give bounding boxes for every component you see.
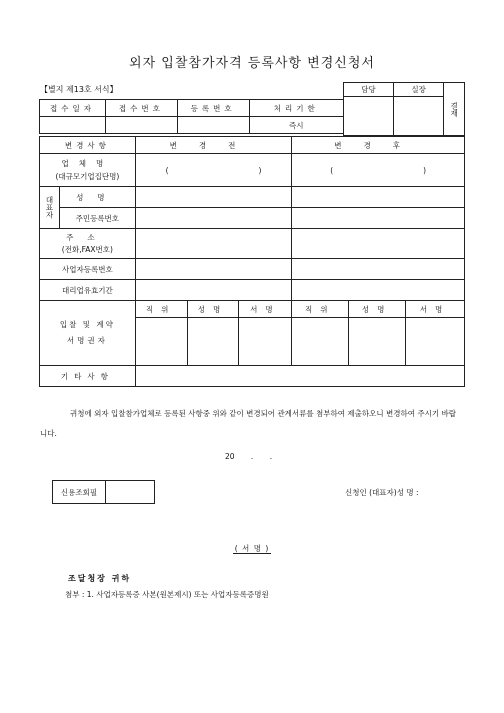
registration-number-value[interactable] xyxy=(177,117,249,134)
rep-name-before[interactable] xyxy=(135,187,292,208)
processing-deadline-label: 처리기한 xyxy=(249,100,343,117)
agent-period-label: 대리업유효기간 xyxy=(40,280,136,301)
business-reg-label: 사업자등록번호 xyxy=(40,259,136,280)
representative-label: 대표자 xyxy=(40,187,60,229)
applicant-name: 신청인 (대표자)성 명 : xyxy=(345,488,419,497)
approval-manager-label: 담당 xyxy=(344,83,394,97)
signers-label: 입찰 및 계약 서명권자 xyxy=(40,301,136,366)
statement-text: 귀청에 외자 입찰참가업체로 등록된 사항중 위와 같이 변경되어 관계서류를 첨부하여 제출하오니 변경하여 주시기 바랍니다. xyxy=(40,409,456,438)
before-position-label: 직위 xyxy=(135,301,187,318)
signature-label: ( 서 명 ) xyxy=(234,544,270,553)
before-signature-label: 서명 xyxy=(239,301,292,318)
date-line: 20 . . xyxy=(225,452,273,461)
before-name-value[interactable] xyxy=(187,318,239,366)
credit-check-table xyxy=(52,480,155,504)
agent-period-after[interactable] xyxy=(292,280,465,301)
processing-deadline-value: 즉시 xyxy=(249,117,343,134)
agent-period-before[interactable] xyxy=(135,280,292,301)
header-change-item: 변경사항 xyxy=(40,137,136,154)
after-position-value[interactable] xyxy=(292,318,349,366)
receipt-number-value[interactable] xyxy=(105,117,177,134)
registration-number-label: 등록번호 xyxy=(177,100,249,117)
rep-id-label: 주민등록번호 xyxy=(59,208,135,229)
recipient: 조달청장 귀하 xyxy=(68,574,132,583)
credit-check-box[interactable] xyxy=(106,481,155,504)
company-name-before[interactable]: ( ) xyxy=(135,154,292,187)
approval-director-label: 실장 xyxy=(394,83,444,97)
address-label: 주소 (전화,FAX번호) xyxy=(40,229,136,259)
after-name-value[interactable] xyxy=(349,318,406,366)
before-position-value[interactable] xyxy=(135,318,187,366)
form-number: 【별지 제13호 서식】 xyxy=(40,85,118,94)
after-name-label: 성명 xyxy=(349,301,406,318)
credit-check-label: 신용조회필 xyxy=(53,481,106,504)
attachment-note: 첨부 : 1. 사업자등록증 사본(원본제시) 또는 사업자등록증명원 xyxy=(65,590,269,599)
rep-id-before[interactable] xyxy=(135,208,292,229)
approval-manager-box[interactable] xyxy=(344,97,394,136)
business-reg-after[interactable] xyxy=(292,259,465,280)
after-signature-label: 서명 xyxy=(406,301,465,318)
header-after: 변경후 xyxy=(292,137,465,154)
rep-name-label: 성명 xyxy=(59,187,135,208)
receipt-date-label: 접수일자 xyxy=(40,100,106,117)
address-before[interactable] xyxy=(135,229,292,259)
approval-table xyxy=(343,82,465,136)
form-title: 외자 입찰참가자격 등록사항 변경신청서 xyxy=(129,56,375,71)
receipt-date-value[interactable] xyxy=(40,117,106,134)
before-name-label: 성명 xyxy=(187,301,239,318)
after-signature-value[interactable] xyxy=(406,318,465,366)
business-reg-before[interactable] xyxy=(135,259,292,280)
before-signature-value[interactable] xyxy=(239,318,292,366)
company-name-after[interactable]: ( ) xyxy=(292,154,465,187)
other-label: 기타사항 xyxy=(40,366,136,387)
approval-director-box[interactable] xyxy=(394,97,444,136)
company-name-label: 업체명 (대규모기업집단명) xyxy=(40,154,136,187)
address-after[interactable] xyxy=(292,229,465,259)
other-value[interactable] xyxy=(135,366,464,387)
signature-line xyxy=(0,543,504,554)
rep-id-after[interactable] xyxy=(292,208,465,229)
receipt-table xyxy=(39,99,344,134)
after-position-label: 직위 xyxy=(292,301,349,318)
approval-decision-label: 결재 xyxy=(444,83,465,136)
rep-name-after[interactable] xyxy=(292,187,465,208)
change-table xyxy=(39,136,465,387)
receipt-number-label: 접수번호 xyxy=(105,100,177,117)
header-before: 변경전 xyxy=(135,137,292,154)
